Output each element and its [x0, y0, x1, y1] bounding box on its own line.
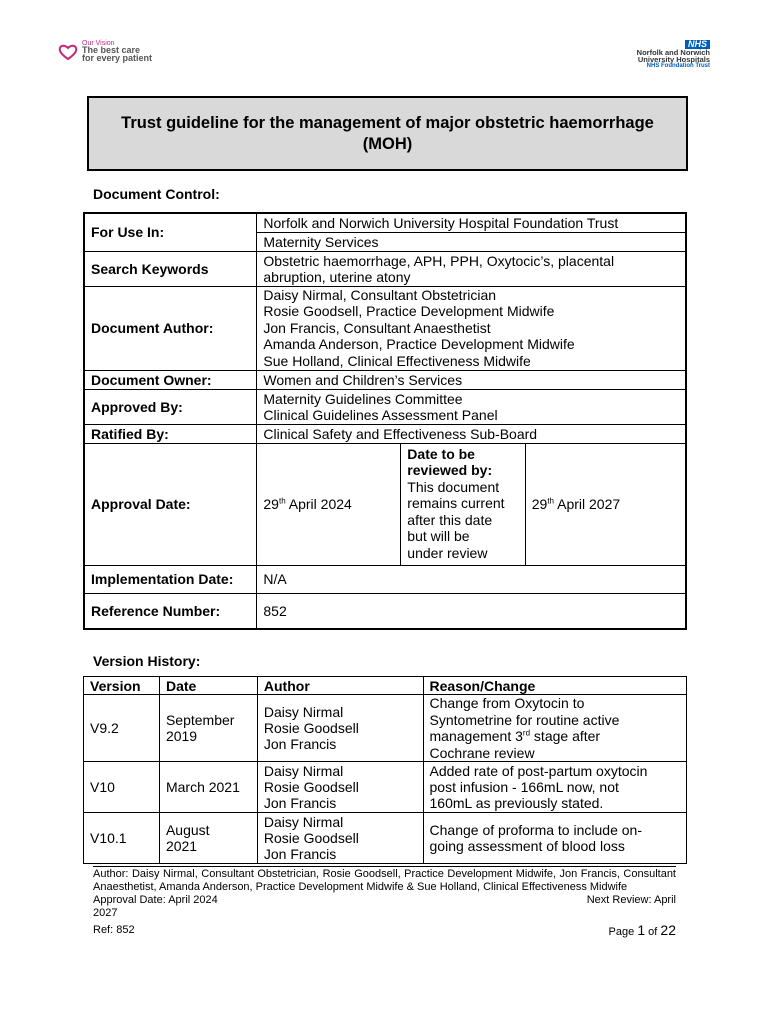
author-line: Daisy Nirmal	[263, 763, 344, 779]
date-line: 2021	[165, 838, 198, 854]
date-cell	[159, 695, 257, 762]
table-row	[84, 813, 687, 864]
version-cell: V9.2	[84, 695, 160, 762]
version-history-heading: Version History:	[93, 653, 201, 669]
author-line: Rosie Goodsell	[263, 830, 359, 846]
ratified-by-label: Ratified By:	[84, 424, 257, 443]
date-cell	[159, 813, 257, 864]
column-header: Author	[257, 677, 423, 695]
reason-line: Syntometrine for routine active	[429, 711, 620, 728]
current-page: 1	[637, 922, 646, 938]
author-line: Jon Francis, Consultant Anaesthetist	[263, 319, 491, 336]
document-title	[87, 96, 688, 171]
author-line: Rosie Goodsell	[263, 779, 359, 795]
reference-number-label: Reference Number:	[84, 593, 257, 629]
page-number	[609, 924, 676, 939]
reason-line: Change of proforma to include on-	[429, 822, 642, 838]
footer-next-review: Next Review: April	[586, 894, 676, 906]
table-row	[84, 762, 687, 813]
nhs-badge: NHS	[685, 40, 710, 49]
of-label: of	[648, 926, 658, 938]
review-note-line: after this date	[407, 511, 493, 528]
vision-line-1: The best care	[82, 45, 141, 55]
title-line-1: Trust guideline for the management of major obstetric haemorrhage	[121, 113, 654, 132]
table-row	[84, 443, 686, 565]
footer-ref-row	[93, 924, 676, 939]
footer-authors: Author: Daisy Nirmal, Consultant Obstetrician, Rosie Goodsell, Practice Development Midwife, Jon Francis, Consultant Anaesthetist, Amanda Anderson, Practice Development Midwife & Sue Holland, Clinical Effectiveness Midwife	[93, 868, 676, 893]
author-line: Daisy Nirmal	[263, 814, 344, 830]
document-control-heading: Document Control:	[93, 186, 220, 202]
document-author-label: Document Author:	[84, 286, 257, 370]
for-use-in-value: Maternity Services	[257, 232, 686, 251]
approved-by-label: Approved By:	[84, 389, 257, 424]
review-day-suffix: th	[547, 496, 554, 506]
document-author-value	[257, 286, 686, 370]
approved-by-value	[257, 389, 686, 424]
search-keywords-value	[257, 251, 686, 286]
table-row	[84, 286, 686, 370]
review-note-line: This document	[407, 478, 500, 495]
reason-line: going assessment of blood loss	[429, 838, 625, 854]
date-cell: March 2021	[159, 762, 257, 813]
table-row	[84, 565, 686, 593]
trust-name-line-2: University Hospitals	[637, 55, 710, 64]
total-pages: 22	[660, 922, 676, 938]
reference-number-value: 852	[257, 593, 686, 629]
review-label: Date to be	[407, 445, 475, 462]
table-row	[84, 213, 686, 232]
table-row	[84, 389, 686, 424]
approved-by-line: Clinical Guidelines Assessment Panel	[263, 406, 498, 423]
review-month-year: April 2027	[554, 496, 621, 512]
author-cell	[257, 813, 423, 864]
date-line: September	[165, 712, 235, 728]
title-line-2: (MOH)	[362, 134, 413, 153]
approval-date-value	[257, 443, 401, 565]
reason-line: post infusion - 166mL now, not	[429, 779, 619, 795]
author-line: Jon Francis	[263, 795, 337, 811]
author-cell	[257, 695, 423, 762]
page-footer	[93, 866, 676, 939]
review-label-cell	[401, 443, 525, 565]
keywords-line: abruption, uterine atony	[263, 268, 411, 285]
column-header: Version	[84, 677, 160, 695]
reason-sup: rd	[522, 728, 531, 738]
column-header: Date	[159, 677, 257, 695]
nhs-trust-logo	[560, 39, 712, 69]
reason-line	[430, 728, 680, 745]
reason-text: stage after	[530, 728, 601, 744]
review-note-line: under review	[407, 544, 488, 561]
implementation-date-label: Implementation Date:	[84, 565, 257, 593]
author-line: Amanda Anderson, Practice Development Midwife	[263, 336, 575, 353]
trust-name-line-1: Norfolk and Norwich	[636, 48, 710, 57]
for-use-in-value: Norfolk and Norwich University Hospital Foundation Trust	[257, 213, 686, 232]
vision-line-2: for every patient	[82, 53, 153, 63]
author-line: Daisy Nirmal	[263, 704, 344, 720]
reason-cell	[423, 762, 686, 813]
author-line: Rosie Goodsell	[263, 720, 359, 736]
vision-label: Our Vision	[82, 40, 115, 47]
document-control-table	[83, 212, 687, 630]
date-line: August	[165, 822, 210, 838]
approved-by-line: Maternity Guidelines Committee	[263, 390, 463, 407]
date-line: 2019	[165, 728, 198, 744]
reason-line: Added rate of post-partum oxytocin	[429, 763, 648, 779]
reason-text: management 3	[429, 728, 523, 744]
footer-next-review-year: 2027	[93, 907, 118, 919]
footer-approval-date: Approval Date: April 2024	[93, 894, 218, 906]
reason-line: Cochrane review	[429, 744, 535, 761]
version-cell: V10.1	[84, 813, 160, 864]
version-cell: V10	[84, 762, 160, 813]
ratified-by-value: Clinical Safety and Effectiveness Sub-Board	[257, 424, 686, 443]
heart-icon	[58, 42, 78, 62]
author-line: Jon Francis	[263, 846, 337, 862]
document-owner-value: Women and Children’s Services	[257, 370, 686, 389]
review-label: reviewed by:	[407, 462, 493, 478]
author-cell	[257, 762, 423, 813]
version-history-table	[83, 676, 687, 864]
footer-ref: Ref: 852	[93, 924, 135, 936]
review-date-value	[525, 443, 686, 565]
footer-dates-row	[93, 894, 676, 907]
search-keywords-label: Search Keywords	[84, 251, 257, 286]
column-header: Reason/Change	[423, 677, 686, 695]
table-row	[84, 251, 686, 286]
page-label: Page	[608, 926, 635, 938]
reason-line: 160mL as previously stated.	[429, 795, 604, 811]
author-line: Rosie Goodsell, Practice Development Midwife	[263, 303, 555, 320]
for-use-in-label: For Use In:	[84, 213, 257, 251]
author-line: Sue Holland, Clinical Effectiveness Midwife	[263, 352, 531, 369]
approval-day-suffix: th	[278, 496, 286, 506]
author-line: Jon Francis	[263, 736, 337, 752]
review-note-line: but will be	[407, 528, 470, 544]
table-header-row	[84, 677, 687, 695]
document-owner-label: Document Owner:	[84, 370, 257, 389]
reason-line: Change from Oxytocin to	[429, 695, 585, 711]
our-vision-logo	[58, 40, 228, 64]
review-note-line: remains current	[407, 495, 505, 511]
trust-name-line-3: NHS Foundation Trust	[646, 63, 710, 69]
keywords-line: Obstetric haemorrhage, APH, PPH, Oxytocic’s, placental	[263, 252, 615, 269]
reason-cell	[423, 813, 686, 864]
approval-day: 29	[263, 496, 279, 512]
table-row	[84, 593, 686, 629]
reason-cell	[423, 695, 686, 762]
approval-month-year: April 2024	[285, 496, 352, 512]
table-row	[84, 424, 686, 443]
review-day: 29	[531, 496, 548, 512]
implementation-date-value: N/A	[257, 565, 686, 593]
approval-date-label: Approval Date:	[84, 443, 257, 565]
table-row	[84, 695, 687, 762]
author-line: Daisy Nirmal, Consultant Obstetrician	[263, 286, 497, 303]
table-row	[84, 370, 686, 389]
